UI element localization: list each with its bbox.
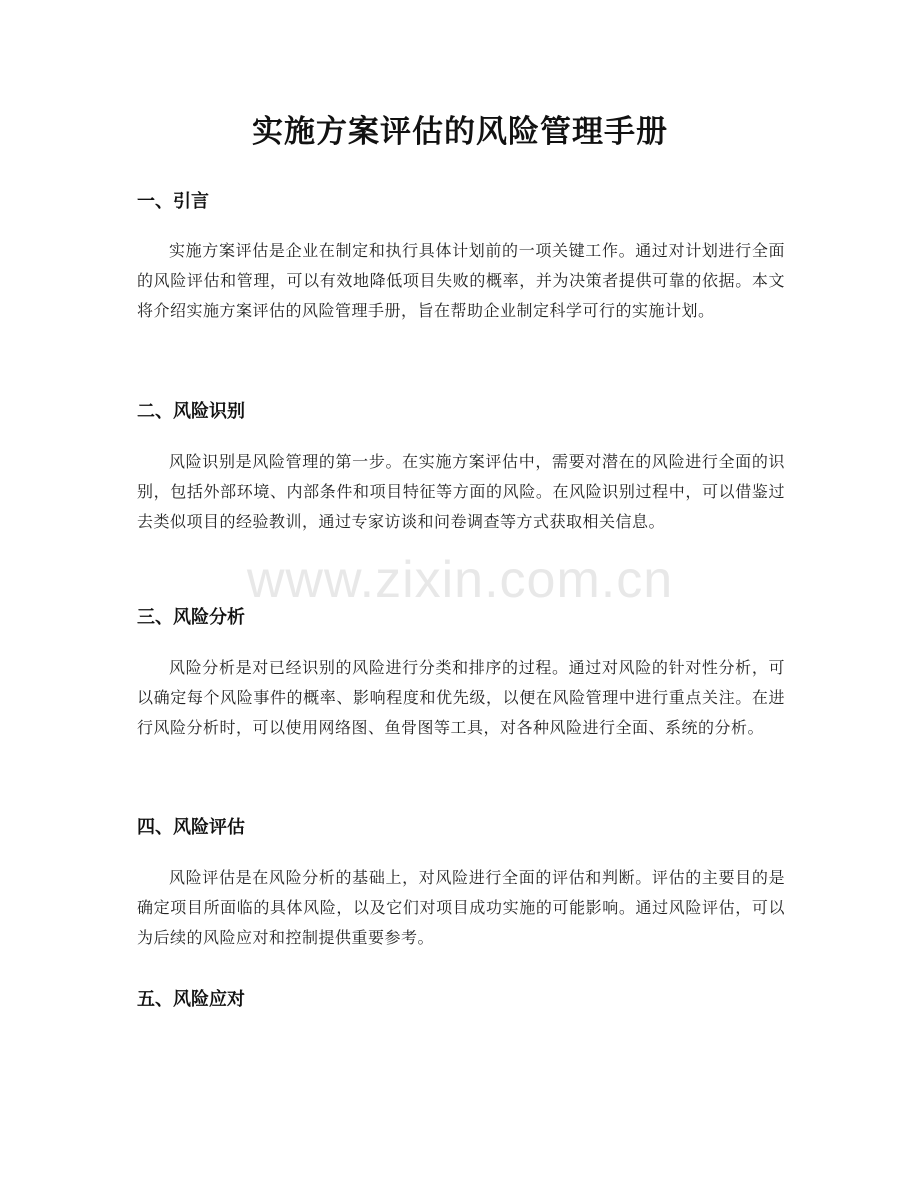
section-paragraph-risk-assessment: 风险评估是在风险分析的基础上，对风险进行全面的评估和判断。评估的主要目的是确定项目所面临的具体风险，以及它们对项目成功实施的可能影响。通过风险评估，可以为后续的风险应对和控制提供重要参考。: [137, 868, 785, 947]
section-heading-risk-response: 五、风险应对: [137, 989, 245, 1010]
section-paragraph-introduction: 实施方案评估是企业在制定和执行具体计划前的一项关键工作。通过对计划进行全面的风险评估和管理，可以有效地降低项目失败的概率，并为决策者提供可靠的依据。本文将介绍实施方案评估的风险管理手册，旨在帮助企业制定科学可行的实施计划。: [137, 241, 785, 320]
section-heading-risk-assessment: 四、风险评估: [137, 817, 245, 838]
document-title: 实施方案评估的风险管理手册: [252, 114, 668, 150]
section-heading-risk-identification: 二、风险识别: [137, 401, 245, 422]
section-heading-risk-analysis: 三、风险分析: [137, 607, 245, 628]
section-paragraph-risk-identification: 风险识别是风险管理的第一步。在实施方案评估中，需要对潜在的风险进行全面的识别，包括外部环境、内部条件和项目特征等方面的风险。在风险识别过程中，可以借鉴过去类似项目的经验教训，通过专家访谈和问卷调查等方式获取相关信息。: [137, 452, 785, 531]
section-heading-introduction: 一、引言: [137, 191, 209, 212]
section-paragraph-risk-analysis: 风险分析是对已经识别的风险进行分类和排序的过程。通过对风险的针对性分析，可以确定每个风险事件的概率、影响程度和优先级，以便在风险管理中进行重点关注。在进行风险分析时，可以使用网络图、鱼骨图等工具，对各种风险进行全面、系统的分析。: [137, 658, 785, 737]
watermark: www.zixin.com.cn: [246, 551, 674, 609]
